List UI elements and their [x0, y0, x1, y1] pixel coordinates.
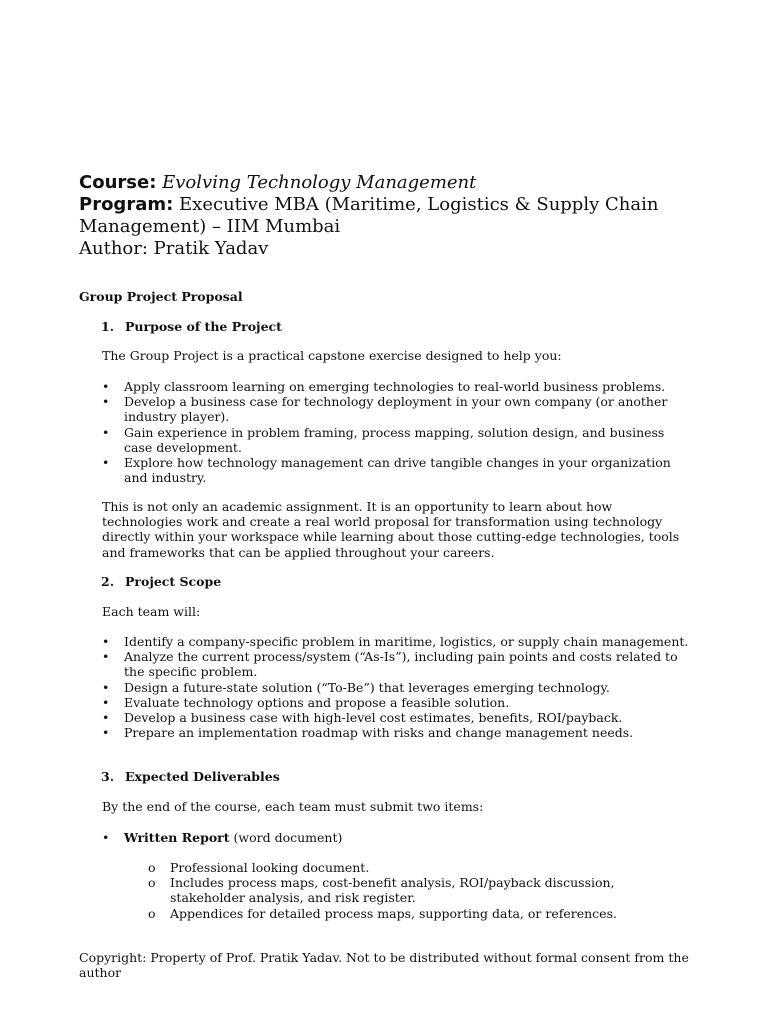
list-item: o Professional looking document.	[148, 860, 370, 875]
list-item: • Apply classroom learning on emerging technologies to real-world business problems.	[102, 379, 666, 394]
list-item: • Gain experience in problem framing, process mapping, solution design, and business case development.	[102, 424, 665, 455]
course-label: Course:	[79, 172, 157, 193]
program-line	[79, 194, 719, 238]
list-item: • Prepare an implementation roadmap with risks and change management needs.	[102, 725, 634, 741]
section-2-intro: Each team will:	[102, 604, 201, 619]
section-2-bullet-list	[102, 634, 694, 740]
copyright-footer: Copyright: Property of Prof. Pratik Yadav. Not to be distributed without formal consent from the author	[79, 950, 689, 981]
list-item: o Appendices for detailed process maps, supporting data, or references.	[148, 905, 617, 921]
section-2-title: Project Scope	[125, 574, 222, 589]
section-1-intro: The Group Project is a practical capstone exercise designed to help you:	[102, 348, 562, 363]
list-item: • Design a future-state solution (“To-Be”) that leverages emerging technology.	[102, 679, 610, 695]
document-header	[79, 172, 719, 260]
section-3-number: 3.	[101, 769, 115, 784]
section-1-title: Purpose of the Project	[125, 319, 282, 334]
written-report-label: Written Report	[124, 830, 230, 845]
author-line: Author: Pratik Yadav	[79, 238, 269, 259]
program-label: Program:	[79, 194, 174, 215]
list-item: • Develop a business case for technology deployment in your own company (or another industry player).	[102, 394, 668, 425]
section-2-heading	[101, 574, 221, 589]
section-2-number: 2.	[101, 574, 115, 589]
section-1-number: 1.	[101, 319, 115, 334]
list-item: • Analyze the current process/system (“As-Is”), including pain points and costs related to the specific problem.	[102, 649, 678, 680]
written-report-format: (word document)	[233, 830, 343, 845]
list-item: • Evaluate technology options and propose a feasible solution.	[102, 694, 510, 710]
list-item: o Includes process maps, cost-benefit analysis, ROI/payback discussion, stakeholder analysis, and risk register.	[148, 875, 615, 906]
list-item: • Develop a business case with high-level cost estimates, benefits, ROI/payback.	[102, 710, 623, 726]
section-3-title: Expected Deliverables	[125, 769, 280, 784]
list-item: • Explore how technology management can drive tangible changes in your organization and industry.	[102, 455, 671, 486]
course-title: Evolving Technology Management	[162, 172, 477, 193]
list-item: • Identify a company-specific problem in maritime, logistics, or supply chain management.	[102, 634, 689, 649]
section-1-closing: This is not only an academic assignment. It is an opportunity to learn about how technologies work and create a real world proposal for transformation using technology directly within your workspace while learning about those cutting-edge technologies, tools and frameworks that can be applied throughout your careers.	[102, 499, 680, 560]
section-3-intro: By the end of the course, each team must submit two items:	[102, 799, 484, 814]
written-report-sub-list	[148, 860, 688, 921]
course-line	[79, 172, 719, 194]
section-1-heading	[101, 319, 282, 334]
section-3-heading	[101, 769, 280, 784]
section-1-bullet-list	[102, 379, 694, 485]
document-heading: Group Project Proposal	[79, 289, 243, 304]
written-report-item: • Written Report (word document)	[102, 830, 343, 845]
program-title: Executive MBA (Maritime, Logistics & Supply Chain Management) – IIM Mumbai	[79, 194, 659, 237]
